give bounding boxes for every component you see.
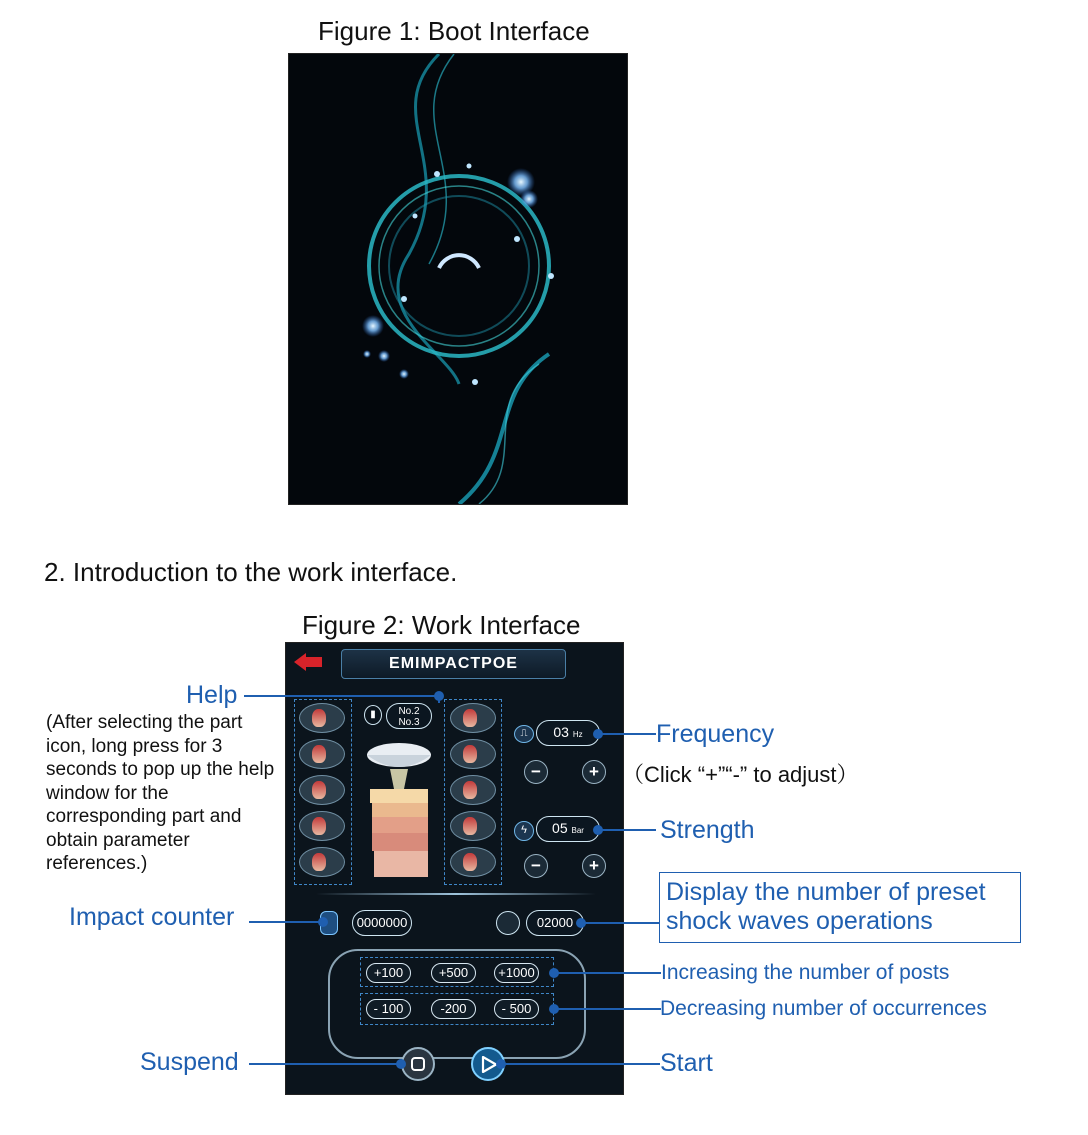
decrease-200-button[interactable]: -200 (431, 999, 476, 1019)
figure1-caption: Figure 1: Boot Interface (318, 16, 590, 46)
frequency-display (536, 720, 600, 746)
decrease-label: Decreasing number of occurrences (660, 997, 987, 1020)
suspend-leader-line (249, 1063, 399, 1065)
frequency-leader-dot (593, 729, 603, 739)
mode-line2: No.3 (398, 717, 420, 728)
part-icon-ankle[interactable] (450, 847, 496, 877)
figure2-caption: Figure 2: Work Interface (302, 610, 581, 640)
increase-500-button[interactable]: +500 (431, 963, 476, 983)
increase-leader-line (553, 972, 661, 974)
mode-line1: No.2 (398, 706, 420, 717)
help-leader-line (244, 695, 438, 697)
impact-counter-label: Impact counter (69, 903, 235, 931)
strength-value: 05 (552, 820, 568, 836)
part-icon-back[interactable] (450, 703, 496, 733)
strength-icon: ϟ (514, 821, 534, 841)
frequency-label: Frequency (656, 720, 775, 748)
part-icon-knee[interactable] (299, 775, 345, 805)
help-leader-dot (434, 691, 444, 701)
work-interface-screen (285, 642, 624, 1095)
preset-leader-line (580, 922, 660, 924)
decrease-500-button[interactable]: - 500 (494, 999, 539, 1019)
play-icon (481, 1056, 497, 1073)
strength-minus-button[interactable]: − (524, 854, 548, 878)
applicator-icon: ▮ (364, 705, 382, 725)
divider (316, 893, 596, 895)
suspend-label: Suspend (140, 1048, 239, 1076)
help-label: Help (186, 681, 238, 709)
boot-swirl-graphic (289, 54, 627, 504)
strength-leader-dot (593, 825, 603, 835)
frequency-unit: Hz (572, 730, 583, 739)
impact-counter-leader-dot (318, 917, 328, 927)
strength-display (536, 816, 600, 842)
adjust-note: （Click “+”“-” to adjust） (622, 762, 859, 787)
frequency-leader-line (598, 733, 656, 735)
stop-icon (411, 1057, 425, 1071)
increase-label: Increasing the number of posts (661, 961, 950, 984)
decrease-100-button[interactable]: - 100 (366, 999, 411, 1019)
strength-plus-button[interactable]: + (582, 854, 606, 878)
screen-title: EMIMPACTPOE (389, 655, 518, 672)
decrease-leader-line (553, 1008, 661, 1010)
increase-1000-button[interactable]: +1000 (494, 963, 539, 983)
part-icon-thigh[interactable] (450, 775, 496, 805)
help-note: (After selecting the part icon, long press for 3 seconds to pop up the help window for the corresponding part and obtain parameter references.) (46, 712, 275, 874)
mode-selector[interactable] (386, 703, 432, 729)
increase-100-button[interactable]: +100 (366, 963, 411, 983)
decrease-leader-dot (549, 1004, 559, 1014)
impact-counter-display: 0000000 (352, 910, 412, 936)
title-banner (341, 649, 566, 679)
tissue-layers-graphic (360, 739, 438, 884)
part-icon-shoulder[interactable] (299, 703, 345, 733)
start-leader-line (500, 1063, 660, 1065)
part-icon-leg[interactable] (299, 811, 345, 841)
suspend-button[interactable] (401, 1047, 435, 1081)
suspend-leader-dot (396, 1059, 406, 1069)
frequency-icon: ⎍ (514, 725, 534, 743)
boot-screen (288, 53, 628, 505)
start-label: Start (660, 1049, 713, 1077)
frequency-minus-button[interactable]: − (524, 760, 548, 784)
frequency-value: 03 (553, 724, 569, 740)
section-heading: 2. Introduction to the work interface. (44, 557, 458, 587)
start-leader-dot (496, 1059, 506, 1069)
preset-count-display: 02000 (526, 910, 584, 936)
frequency-plus-button[interactable]: + (582, 760, 606, 784)
strength-label: Strength (660, 816, 755, 844)
back-arrow-icon[interactable] (294, 653, 326, 675)
increase-leader-dot (549, 968, 559, 978)
part-icon-hip[interactable] (450, 739, 496, 769)
part-icon-foot[interactable] (299, 847, 345, 877)
preset-display-label: Display the number of preset shock waves operations (659, 872, 1021, 943)
strength-unit: Bar (571, 826, 584, 835)
strength-leader-line (598, 829, 656, 831)
impact-counter-leader-line (249, 921, 321, 923)
part-icon-calf[interactable] (450, 811, 496, 841)
part-icon-elbow[interactable] (299, 739, 345, 769)
preset-leader-dot (576, 918, 586, 928)
preset-count-icon (496, 911, 520, 935)
